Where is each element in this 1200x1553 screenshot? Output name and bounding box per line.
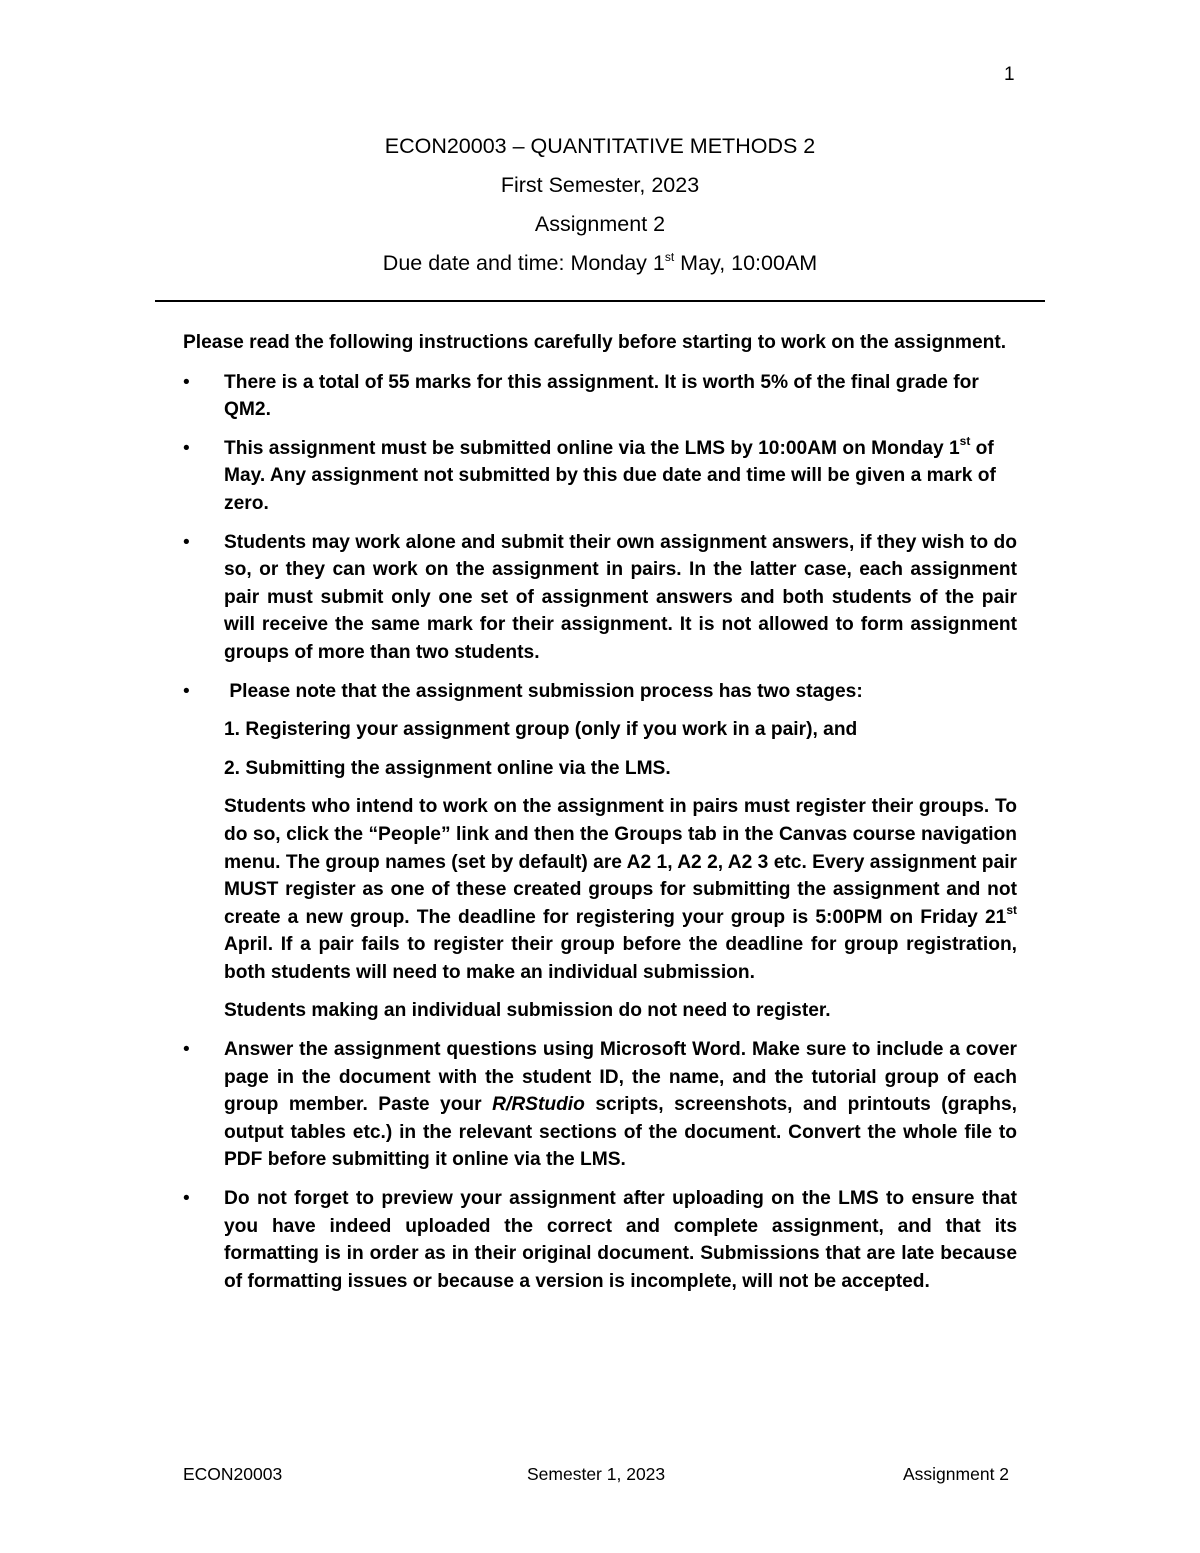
bullet-text: Please note that the assignment submission process has two stages:	[224, 680, 863, 702]
bullet-sup: st	[1006, 903, 1017, 918]
due-date-suffix: May, 10:00AM	[674, 251, 818, 275]
bullet-item	[183, 678, 1017, 1026]
bullet-item	[183, 1036, 1017, 1174]
bullet-text-part: Students who intend to work on the assignment in pairs must register their groups. To do so, click the “People” link and then the Groups tab in the Canvas course navigation menu. The group names (set by default) are A2 1, A2 2, A2 3 etc. Every assignment pair MUST register as one of these created groups for submitting the assignment and not create a new group. The deadline for registering your group is 5:00PM on Friday 21	[224, 796, 1017, 928]
bullet-icon: •	[183, 1039, 190, 1061]
submission-step-1: 1. Registering your assignment group (only if you work in a pair), and	[224, 719, 858, 741]
bullet-text-part: of May. Any assignment not submitted by this due date and time will be given a mark of zero.	[224, 437, 996, 514]
bullet-icon: •	[183, 437, 190, 459]
bullet-item	[183, 369, 1017, 424]
semester-title: First Semester, 2023	[500, 173, 700, 197]
due-date-prefix: Due date and time: Monday 1	[382, 251, 665, 275]
page-number: 1	[1004, 64, 1015, 85]
submission-step-2: 2. Submitting the assignment online via the LMS.	[224, 757, 671, 779]
footer-left: ECON20003	[183, 1464, 283, 1484]
bullet-text: There is a total of 55 marks for this assignment. It is worth 5% of the final grade for QM2.	[224, 371, 979, 421]
bullet-item	[183, 435, 1017, 518]
bullet-text-part: scripts, screenshots, and printouts (graphs, output tables etc.) in the relevant sections of the document. Convert the whole file to PDF before submitting it online via the LMS.	[224, 1094, 1017, 1171]
bullet-text	[224, 1036, 1017, 1174]
instructions	[183, 329, 1017, 1306]
intro-text: Please read the following instructions carefully before starting to work on the assignment.	[183, 332, 1007, 353]
bullet-icon: •	[183, 531, 190, 553]
bullet-sup: st	[959, 434, 971, 449]
group-registration-text	[224, 793, 1017, 986]
footer-center: Semester 1, 2023	[527, 1464, 666, 1484]
assignment-title: Assignment 2	[534, 212, 666, 236]
footer-right: Assignment 2	[903, 1464, 1010, 1484]
title-divider	[155, 300, 1045, 302]
bullet-item	[183, 529, 1017, 667]
bullet-text	[224, 435, 1017, 518]
bullet-text-part: Answer the assignment questions using Microsoft Word. Make sure to include a cover page in the document with the student ID, the name, and the tutorial group of each group member. Paste your	[224, 1039, 1017, 1116]
due-date	[0, 249, 1200, 288]
individual-note: Students making an individual submission do not need to register.	[224, 1000, 831, 1022]
bullet-text-part: This assignment must be submitted online via the LMS by 10:00AM on Monday 1	[224, 437, 960, 459]
bullet-item	[183, 1185, 1017, 1295]
bullet-text: Do not forget to preview your assignment after uploading on the LMS to ensure that you have indeed uploaded the correct and complete assignment, and that its formatting is in order as in their original document. Submissions that are late because of formatting issues or because a version is incomplete, will not be accepted.	[224, 1188, 1017, 1292]
bullet-icon: •	[183, 1188, 190, 1210]
bullet-icon: •	[183, 680, 190, 702]
due-date-sup: st	[664, 249, 675, 264]
title-block	[0, 132, 1200, 288]
course-title: ECON20003 – QUANTITATIVE METHODS 2	[384, 134, 816, 158]
software-name: R/RStudio	[492, 1094, 585, 1116]
bullet-text-part: April. If a pair fails to register their group before the deadline for group registration, both students will need to make an individual submission.	[224, 934, 1017, 983]
bullet-icon: •	[183, 371, 190, 393]
bullet-text: Students may work alone and submit their own assignment answers, if they wish to do so, or they can work on the assignment in pairs. In the latter case, each assignment pair must submit only one set of assignment answers and both students of the pair will receive the same mark for their assignment. It is not allowed to form assignment groups of more than two students.	[224, 531, 1017, 663]
